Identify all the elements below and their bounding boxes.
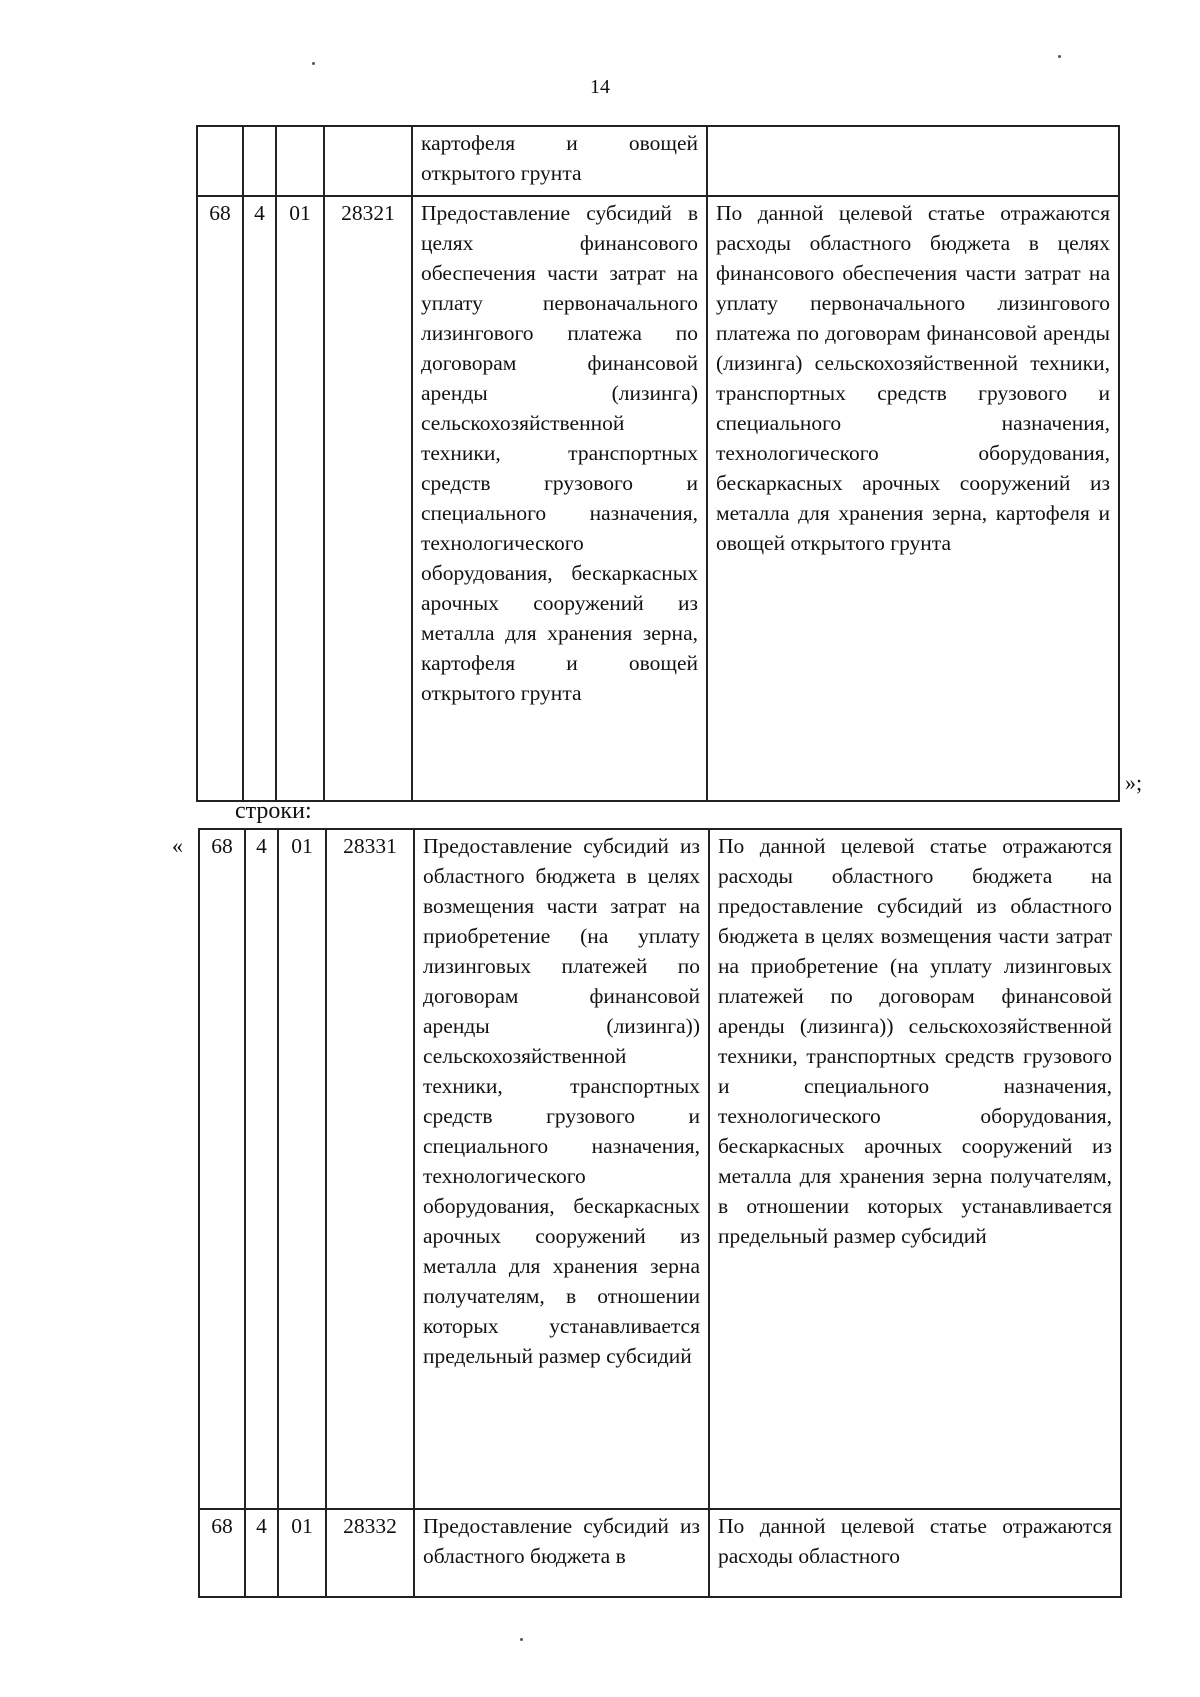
cell-program-code — [197, 126, 243, 196]
table-row — [199, 1509, 1121, 1597]
budget-table-bottom — [198, 828, 1122, 1598]
cell-program-code: 68 — [197, 196, 243, 801]
table-row — [197, 126, 1119, 196]
cell-article-description: По данной целевой статье отражаются расходы областного бюджета в целях финансового обеспечения части затрат на уплату первоначального лизингового платежа по договорам финансовой аренды (лизинга) сельскохозяйственной техники, транспортных средств грузового и специального назначения, технологического оборудования, бескаркасных арочных сооружений из металла для хранения зерна, картофеля и овощей открытого грунта — [707, 196, 1119, 801]
cell-direction-code: 28321 — [324, 196, 412, 801]
budget-table-top — [196, 125, 1120, 802]
cell-activity-code — [276, 126, 324, 196]
scan-speck — [312, 62, 315, 65]
cell-direction-code: 28332 — [326, 1509, 414, 1597]
cell-subprogram-code: 4 — [245, 1509, 278, 1597]
cell-article-name: Предоставление субсидий из областного бюджета в целях возмещения части затрат на приобретение (на уплату лизинговых платежей по договорам финансовой аренды (лизинга)) сельскохозяйственной техники, транспортных средств грузового и специального назначения, технологического оборудования, бескаркасных арочных сооружений из металла для хранения зерна получателям, в отношении которых устанавливается предельный размер субсидий — [414, 829, 709, 1509]
cell-program-code: 68 — [199, 829, 245, 1509]
cell-activity-code: 01 — [276, 196, 324, 801]
cell-subprogram-code — [243, 126, 276, 196]
cell-activity-code: 01 — [278, 1509, 326, 1597]
cell-activity-code: 01 — [278, 829, 326, 1509]
cell-subprogram-code: 4 — [243, 196, 276, 801]
table-row — [199, 829, 1121, 1509]
cell-article-name: картофеля и овощей открытого грунта — [412, 126, 707, 196]
cell-article-name: Предоставление субсидий из областного бюджета в — [414, 1509, 709, 1597]
scan-speck — [520, 1638, 523, 1641]
cell-direction-code — [324, 126, 412, 196]
closing-quote: »; — [1125, 770, 1143, 795]
opening-quote: « — [172, 833, 183, 858]
cell-subprogram-code: 4 — [245, 829, 278, 1509]
table-row — [197, 196, 1119, 801]
cell-article-description — [707, 126, 1119, 196]
cell-article-name: Предоставление субсидий в целях финансового обеспечения части затрат на уплату первоначального лизингового платежа по договорам финансовой аренды (лизинга) сельскохозяйственной техники, транспортных средств грузового и специального назначения, технологического оборудования, бескаркасных арочных сооружений из металла для хранения зерна, картофеля и овощей открытого грунта — [412, 196, 707, 801]
cell-direction-code: 28331 — [326, 829, 414, 1509]
cell-program-code: 68 — [199, 1509, 245, 1597]
scan-speck — [1058, 55, 1061, 58]
section-label: строки: — [235, 798, 312, 824]
cell-article-description: По данной целевой статье отражаются расходы областного бюджета на предоставление субсидий из областного бюджета в целях возмещения части затрат на приобретение (на уплату лизинговых платежей по договорам финансовой аренды (лизинга)) сельскохозяйственной техники, транспортных средств грузового и специального назначения, технологического оборудования, бескаркасных арочных сооружений из металла для хранения зерна получателям, в отношении которых устанавливается предельный размер субсидий — [709, 829, 1121, 1509]
cell-article-description: По данной целевой статье отражаются расходы областного — [709, 1509, 1121, 1597]
page-number: 14 — [590, 76, 610, 98]
